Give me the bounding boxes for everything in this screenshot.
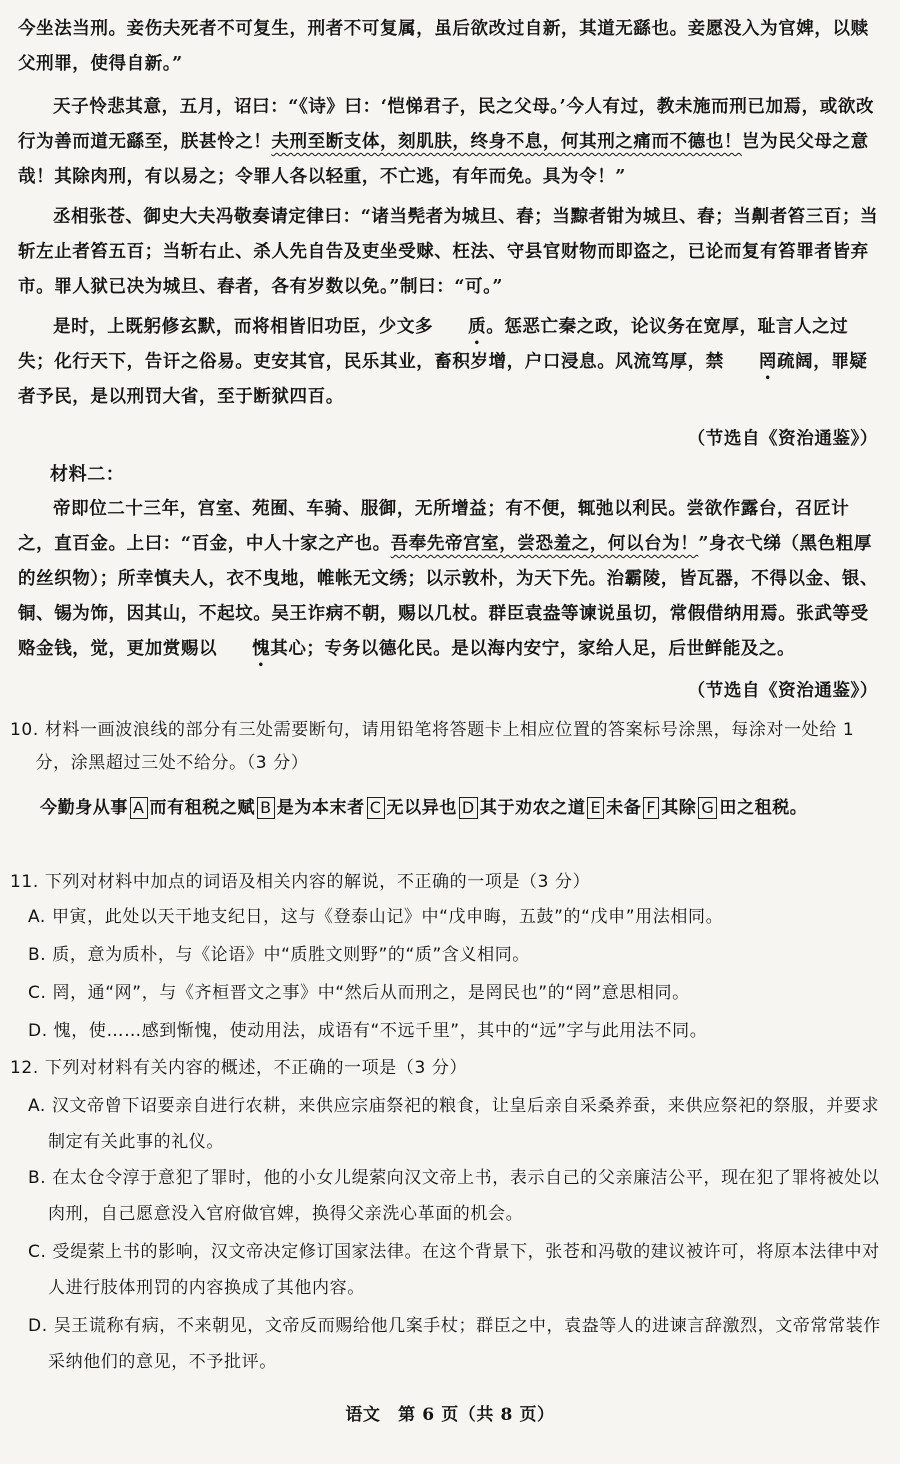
question-12-option-a[interactable]: A. 汉文帝曾下诏要亲自进行农耕，来供应宗庙祭祀的粮食，让皇后亲自采桑养蚕，来供应祭祀的祭服，并要求制定有关此事的礼仪。 [28, 1096, 880, 1152]
answer-box-a[interactable]: A [130, 797, 148, 819]
answer-box-d[interactable]: D [459, 797, 478, 819]
material2-title: 材料二： [50, 464, 125, 485]
answer-box-b[interactable]: B [257, 797, 275, 819]
question-12-option-b[interactable]: B. 在太仓令淳于意犯了罪时，他的小女儿缇萦向汉文帝上书，表示自己的父亲廉洁公平，现在犯了罪将被处以肉刑，自己愿意没入官府做官婢，换得父亲洗心革面的机会。 [28, 1168, 880, 1224]
material1-source: （节选自《资治通鉴》） [687, 429, 878, 449]
dotted-word-kui: 愧 [252, 639, 271, 659]
question-10-stem: 10. 材料一画波浪线的部分有三处需要断句，请用铅笔将答题卡上相应位置的答案标号涂黑，每涂对一处给 1 分，涂黑超过三处不给分。（3 分） [10, 720, 855, 773]
material1-paragraph-law: 丞相张苍、御史大夫冯敬奏请定律曰：“诸当髡者为城旦、舂；当黥者钳为城旦、舂；当劓者笞三百；当斩左止者笞五百；当斩右止、杀人先自告及吏坐受赇、枉法、守县官财物而即盗之，已论而复有笞罪者皆弃市。罪人狱已决为城旦、舂者，各有岁数以免。”制曰：“可。” [18, 207, 879, 297]
material1-paragraph-continued: 今坐法当刑。妾伤夫死者不可复生，刑者不可复属，虽后欲改过自新，其道无繇也。妾愿没入为官婢，以赎父刑罪，使得自新。” [18, 19, 869, 74]
question-12-stem: 12. 下列对材料有关内容的概述，不正确的一项是（3 分） [10, 1058, 468, 1078]
material2-source: （节选自《资治通鉴》） [687, 681, 878, 701]
answer-box-e[interactable]: E [587, 797, 604, 819]
question-10-sentence: 今勤身从事 A 而有租税之赋 B 是为本末者 C 无以异也 D 其于劝农之道 E 未备 F 其除 G 田之租税。 [40, 798, 808, 818]
question-11-option-d[interactable]: D. 愧，使……感到惭愧，使动用法，成语有“不远千里”，其中的“远”字与此用法不同。 [28, 1021, 708, 1041]
answer-box-g[interactable]: G [698, 797, 717, 819]
dotted-word-wang: 罔 [758, 352, 778, 372]
wavy-underlined-sentence: 夫刑至断支体，刻肌肤，终身不息，何其刑之痛而不德也！ [271, 132, 743, 152]
question-12-option-c[interactable]: C. 受缇萦上书的影响，汉文帝决定修订国家法律。在这个背景下，张苍和冯敬的建议被许可，将原本法律中对人进行肢体刑罚的内容换成了其他内容。 [28, 1242, 880, 1298]
question-11-stem: 11. 下列对材料中加点的词语及相关内容的解说，不正确的一项是（3 分） [10, 872, 591, 892]
answer-box-f[interactable]: F [643, 797, 659, 819]
question-11-option-c[interactable]: C. 罔，通“网”，与《齐桓晋文之事》中“然后从而刑之，是罔民也”的“罔”意思相同。 [28, 983, 690, 1003]
page-footer: 语文 第 6 页（共 8 页） [345, 1405, 555, 1425]
question-12-option-d[interactable]: D. 吴王谎称有病，不来朝见，文帝反而赐给他几案手杖；群臣之中，袁盎等人的进谏言辞激烈，文帝常常装作采纳他们的意见，不予批评。 [28, 1316, 881, 1372]
material1-paragraph-summary: 是时，上既躬修玄默，而将相皆旧功臣，少文多 质。惩恶亡秦之政，论议务在宽厚，耻言人之过失；化行天下，告讦之俗易。吏安其官，民乐其业，畜积岁增，户口浸息。风流笃厚，禁 罔疏阔，罪疑者予民，是以刑罚大省，至于断狱四百。 [18, 310, 880, 415]
answer-box-c[interactable]: C [367, 797, 385, 819]
material1-paragraph-edict: 天子怜悲其意，五月，诏曰：“《诗》曰：‘恺悌君子，民之父母。’今人有过，教未施而刑已加焉，或欲改行为善而道无繇至，朕甚怜之！夫刑至断支体，刻肌肤，终身不息，何其刑之痛而不德也！岂为民父母之意哉！其除肉刑，有以易之；令罪人各以轻重，不亡逃，有年而免。具为令！” [18, 97, 875, 187]
underlined-sentence: 吾奉先帝宫室，尝恐羞之，何以台为！ [390, 534, 699, 554]
material2-paragraph: 帝即位二十三年，宫室、苑囿、车骑、服御，无所增益；有不便，辄弛以利民。尝欲作露台，召匠计之，直百金。上曰：“百金，中人十家之产也。吾奉先帝宫室，尝恐羞之，何以台为！”身衣弋绨（黑色粗厚的丝织物）；所幸慎夫人，衣不曳地，帷帐无文绣；以示敦朴，为天下先。治霸陵，皆瓦器，不得以金、银、铜、锡为饰，因其山，不起坟。吴王诈病不朝，赐以几杖。群臣袁盎等谏说虽切，常假借纳用焉。张武等受赂金钱，觉，更加赏赐以 愧其心；专务以德化民。是以海内安宁，家给人足，后世鲜能及之。 [18, 492, 880, 667]
question-11-option-a[interactable]: A. 甲寅，此处以天干地支纪日，这与《登泰山记》中“戊申晦，五鼓”的“戊申”用法相同。 [28, 907, 724, 927]
dotted-word-zhi: 质 [468, 317, 487, 337]
question-11-option-b[interactable]: B. 质，意为质朴，与《论语》中“质胜文则野”的“质”含义相同。 [28, 945, 530, 965]
